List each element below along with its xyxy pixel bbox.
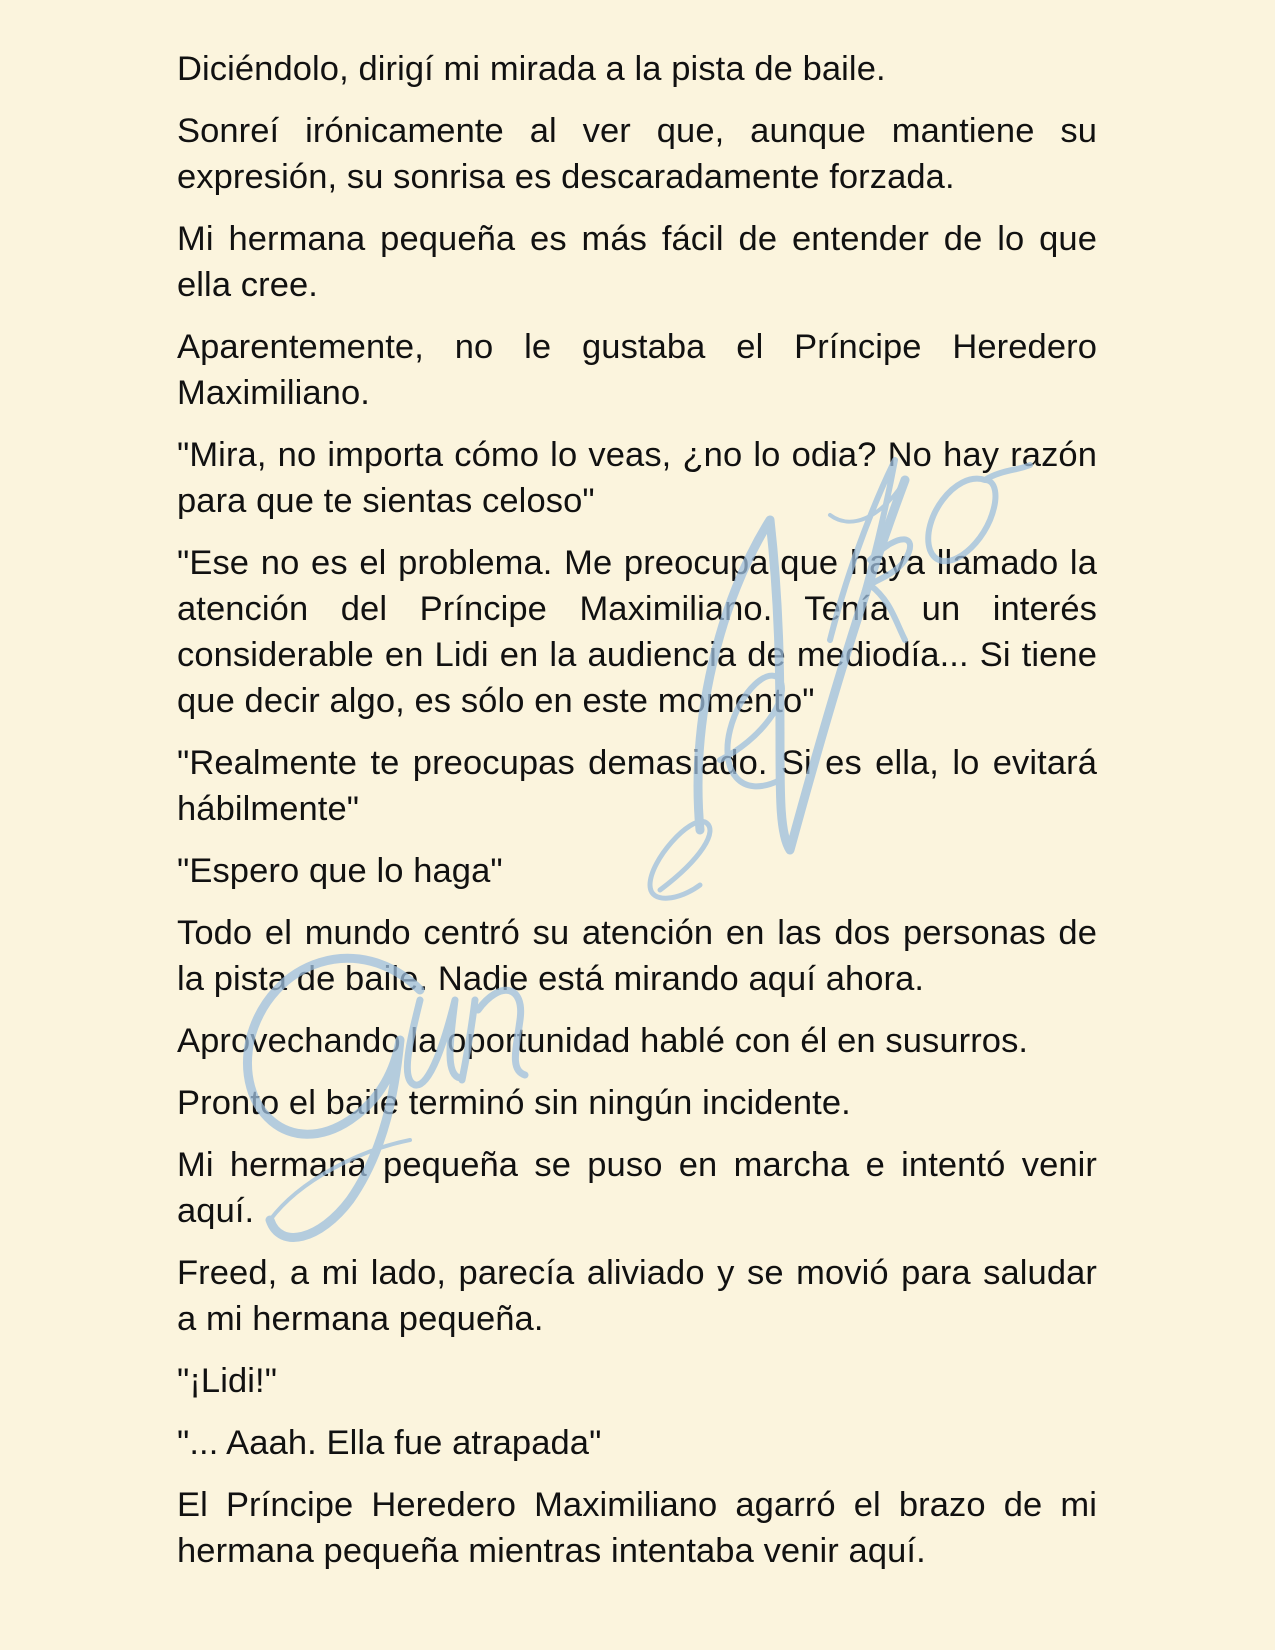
paragraph-4: Aparentemente, no le gustaba el Príncipe Heredero Maximiliano.: [177, 328, 1097, 412]
paragraph-6: "Ese no es el problema. Me preocupa que haya llamado la atención del Príncipe Maximiliano. Tenía un interés considerable en Lidi en la audiencia de mediodía... Si tiene que decir algo, es sólo en este momento": [177, 544, 1097, 720]
paragraph-15: "... Aaah. Ella fue atrapada": [177, 1424, 602, 1462]
paragraph-3: Mi hermana pequeña es más fácil de entender de lo que ella cree.: [177, 220, 1097, 304]
paragraph-5: "Mira, no importa cómo lo veas, ¿no lo odia? No hay razón para que te sientas celoso": [177, 436, 1097, 520]
paragraph-7: "Realmente te preocupas demasiado. Si es ella, lo evitará hábilmente": [177, 744, 1097, 828]
paragraph-13: Freed, a mi lado, parecía aliviado y se movió para saludar a mi hermana pequeña.: [177, 1254, 1097, 1338]
paragraph-12: Mi hermana pequeña se puso en marcha e intentó venir aquí.: [177, 1146, 1097, 1230]
paragraph-11: Pronto el baile terminó sin ningún incidente.: [177, 1084, 851, 1122]
paragraph-1: Diciéndolo, dirigí mi mirada a la pista de baile.: [177, 50, 886, 88]
paragraph-9: Todo el mundo centró su atención en las dos personas de la pista de baile. Nadie está mirando aquí ahora.: [177, 914, 1097, 998]
document-body: [177, 46, 1097, 1590]
paragraph-2: Sonreí irónicamente al ver que, aunque mantiene su expresión, su sonrisa es descaradamente forzada.: [177, 112, 1097, 196]
paragraph-16: El Príncipe Heredero Maximiliano agarró el brazo de mi hermana pequeña mientras intentaba venir aquí.: [177, 1486, 1097, 1570]
paragraph-10: Aprovechando la oportunidad hablé con él en susurros.: [177, 1022, 1029, 1060]
paragraph-14: "¡Lidi!": [177, 1362, 278, 1400]
paragraph-8: "Espero que lo haga": [177, 852, 503, 890]
